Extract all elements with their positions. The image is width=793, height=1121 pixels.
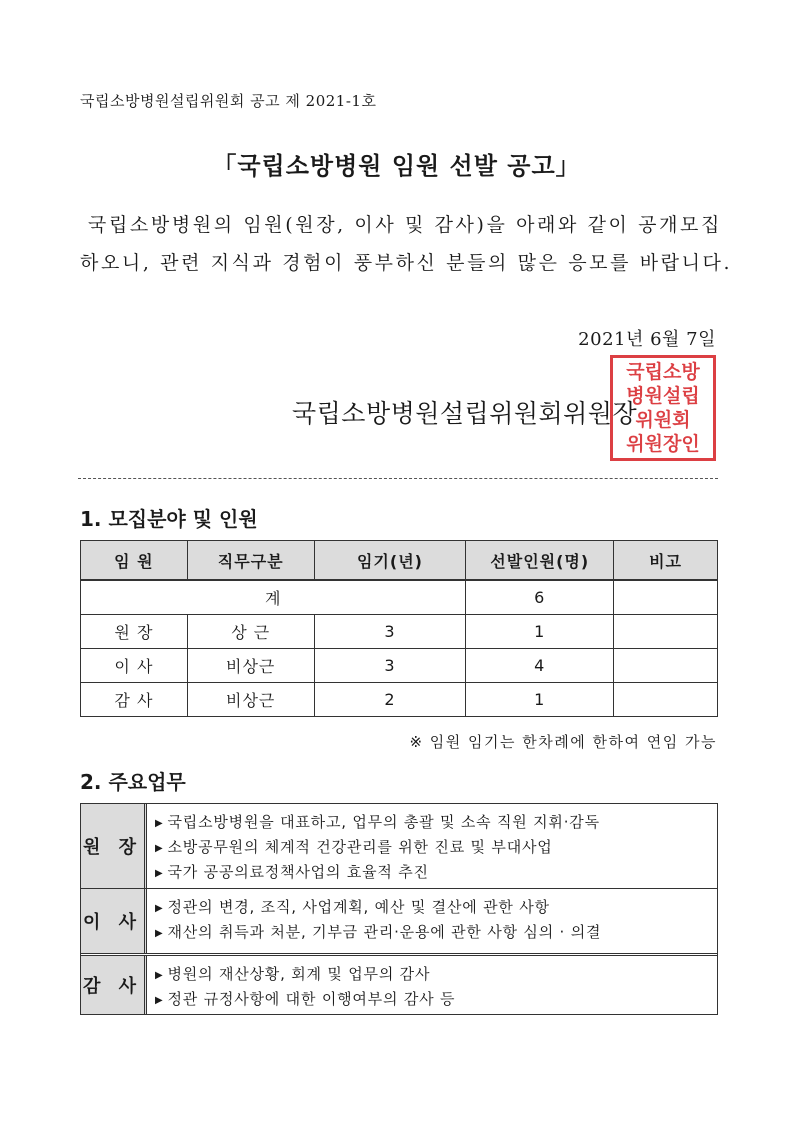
duty-text: 정관의 변경, 조직, 사업계획, 예산 및 결산에 관한 사항 xyxy=(167,898,550,916)
total-label: 계 xyxy=(81,580,466,615)
bullet-triangle-icon: ▶ xyxy=(155,970,164,981)
seal-line-3: 위원회 xyxy=(635,408,691,431)
cell-type: 비상근 xyxy=(187,683,314,717)
table-row xyxy=(81,649,718,683)
cell-count: 4 xyxy=(466,649,614,683)
duty-role: 원 장 xyxy=(81,804,147,888)
total-note xyxy=(614,580,718,615)
page-title: 「국립소방병원 임원 선발 공고」 xyxy=(212,152,581,180)
term-footnote: ※ 임원 임기는 한차례에 한하여 연임 가능 xyxy=(409,733,717,751)
duty-items xyxy=(147,889,717,953)
cell-type: 상 근 xyxy=(187,615,314,649)
cell-role: 이 사 xyxy=(81,649,188,683)
col-header-note: 비고 xyxy=(614,541,718,581)
duty-text: 국립소방병원을 대표하고, 업무의 총괄 및 소속 직원 지휘·감독 xyxy=(167,813,600,831)
recruitment-table xyxy=(80,540,718,717)
cell-note xyxy=(614,615,718,649)
seal-line-2: 병원설립 xyxy=(626,384,700,407)
notice-number: 국립소방병원설립위원회 공고 제 2021-1호 xyxy=(80,92,377,110)
list-item xyxy=(155,920,717,945)
duty-role: 이 사 xyxy=(81,889,147,953)
list-item xyxy=(155,835,717,860)
list-item xyxy=(155,810,717,835)
duty-row xyxy=(81,804,717,889)
bullet-triangle-icon: ▶ xyxy=(155,868,164,879)
bullet-triangle-icon: ▶ xyxy=(155,843,164,854)
section-1-heading: 1. 모집분야 및 인원 xyxy=(80,507,258,531)
bullet-triangle-icon: ▶ xyxy=(155,903,164,914)
bullet-triangle-icon: ▶ xyxy=(155,928,164,939)
divider xyxy=(78,478,718,479)
seal-line-4: 위원장인 xyxy=(626,432,700,455)
cell-note xyxy=(614,683,718,717)
col-header-count: 선발인원(명) xyxy=(466,541,614,581)
duty-row xyxy=(81,889,717,956)
table-header-row xyxy=(81,541,718,581)
bullet-triangle-icon: ▶ xyxy=(155,818,164,829)
duty-items xyxy=(147,956,717,1014)
list-item xyxy=(155,962,717,987)
total-count: 6 xyxy=(466,580,614,615)
col-header-role: 임 원 xyxy=(81,541,188,581)
official-seal xyxy=(610,355,716,461)
cell-term: 2 xyxy=(314,683,466,717)
duty-text: 병원의 재산상황, 회계 및 업무의 감사 xyxy=(167,965,431,983)
table-row xyxy=(81,683,718,717)
cell-count: 1 xyxy=(466,683,614,717)
col-header-type: 직무구분 xyxy=(187,541,314,581)
duty-text: 소방공무원의 체계적 건강관리를 위한 진료 및 부대사업 xyxy=(167,838,553,856)
cell-term: 3 xyxy=(314,615,466,649)
cell-role: 감 사 xyxy=(81,683,188,717)
cell-role: 원 장 xyxy=(81,615,188,649)
col-header-term: 임기(년) xyxy=(314,541,466,581)
seal-line-1: 국립소방 xyxy=(626,360,700,383)
intro-line-2: 하오니, 관련 지식과 경험이 풍부하신 분들의 많은 응모를 바랍니다. xyxy=(80,252,733,274)
duty-text: 국가 공공의료정책사업의 효율적 추진 xyxy=(167,863,429,881)
table-row-total xyxy=(81,580,718,615)
list-item xyxy=(155,895,717,920)
duty-text: 재산의 취득과 처분, 기부금 관리·운용에 관한 사항 심의 · 의결 xyxy=(167,923,602,941)
cell-count: 1 xyxy=(466,615,614,649)
duty-text: 정관 규정사항에 대한 이행여부의 감사 등 xyxy=(167,990,456,1008)
bullet-triangle-icon: ▶ xyxy=(155,995,164,1006)
duty-row xyxy=(81,956,717,1014)
list-item xyxy=(155,860,717,885)
intro-line-1: 국립소방병원의 임원(원장, 이사 및 감사)을 아래와 같이 공개모집 xyxy=(88,214,722,236)
issuer-name: 국립소방병원설립위원회위원장 xyxy=(292,399,638,428)
notice-date: 2021년 6월 7일 xyxy=(578,329,716,350)
cell-type: 비상근 xyxy=(187,649,314,683)
cell-term: 3 xyxy=(314,649,466,683)
section-2-heading: 2. 주요업무 xyxy=(80,770,186,794)
duties-table xyxy=(80,803,718,1015)
cell-note xyxy=(614,649,718,683)
table-row xyxy=(81,615,718,649)
list-item xyxy=(155,987,717,1012)
duty-items xyxy=(147,804,717,888)
duty-role: 감 사 xyxy=(81,956,147,1014)
